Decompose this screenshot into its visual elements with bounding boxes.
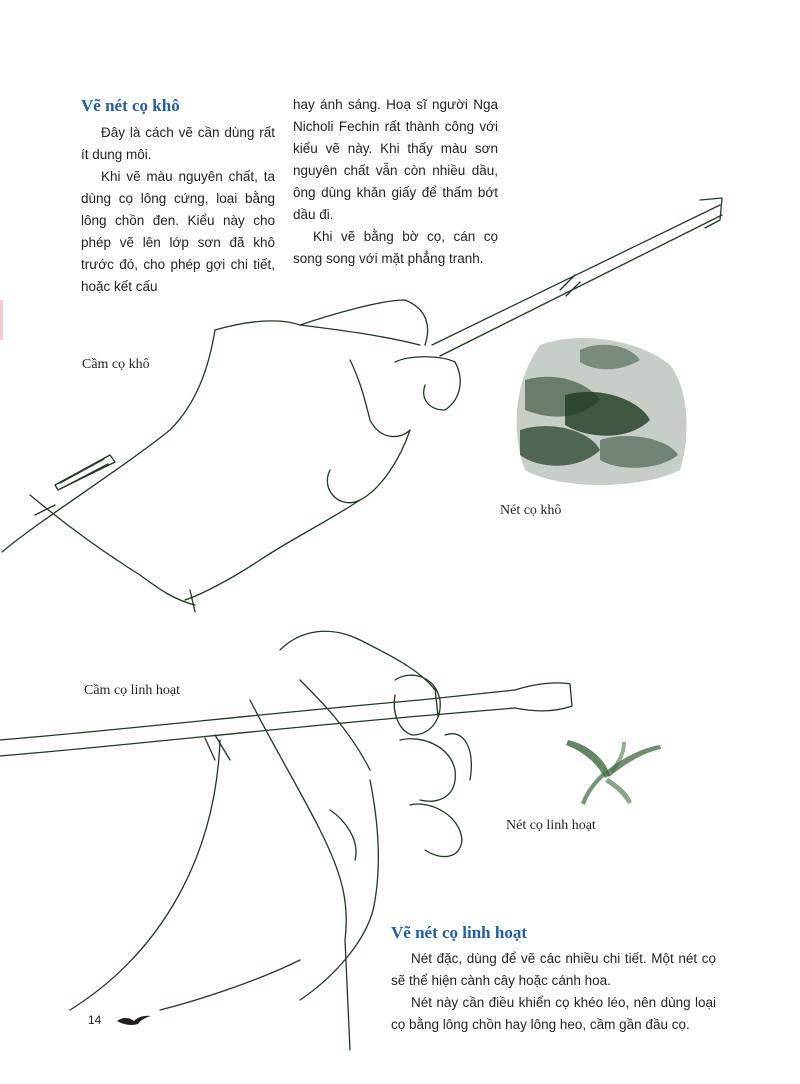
flexible-brush-text [391,948,716,1036]
paragraph: Đây là cách vẽ cần dùng rất ít dung môi. [81,125,275,162]
paragraph: hay ánh sáng. Hoạ sĩ người Nga Nicholi Fechin rất thành công với kiểu vẽ này. Khi thấy màu sơn nguyên chất vẫn còn nhiều dầu, ông dùng khăn giấy để thấm bớt dầu đi. [293,97,498,222]
caption-hold-flexible-brush: Cầm cọ linh hoạt [84,683,181,698]
paragraph: Khi vẽ bằng bờ cọ, cán cọ song song với mặt phẳng tranh. [293,229,498,266]
bird-logo-icon [116,1012,152,1028]
paragraph: Nét này cần điều khiển cọ khéo léo, nên dùng loại cọ bằng lông chồn hay lông heo, cầm gần đầu cọ. [391,995,716,1032]
caption-flexible-brush-stroke: Nét cọ linh hoạt [506,818,596,833]
dry-brush-stroke-sample [517,338,687,485]
caption-dry-brush-stroke: Nét cọ khô [500,503,562,518]
flexible-brush-stroke-sample [566,740,661,805]
section-heading-flexible-brush: Vẽ nét cọ linh hoạt [391,923,527,942]
section-heading-dry-brush: Vẽ nét cọ khô [81,96,180,115]
caption-hold-dry-brush: Cầm cọ khô [82,357,150,372]
paragraph: Nét đặc, dùng để vẽ các nhiều chi tiết. Một nét cọ sẽ thể hiện cành cây hoặc cánh hoa. [391,951,716,988]
page-number: 14 [88,1013,102,1027]
paragraph: Khi vẽ màu nguyên chất, ta dùng cọ lông cứng, loại bằng lông chồn đen. Kiểu này cho phép vẽ lên lớp sơn đã khô trước đó, cho phép gợi chi tiết, hoặc kết cấu [81,169,275,294]
